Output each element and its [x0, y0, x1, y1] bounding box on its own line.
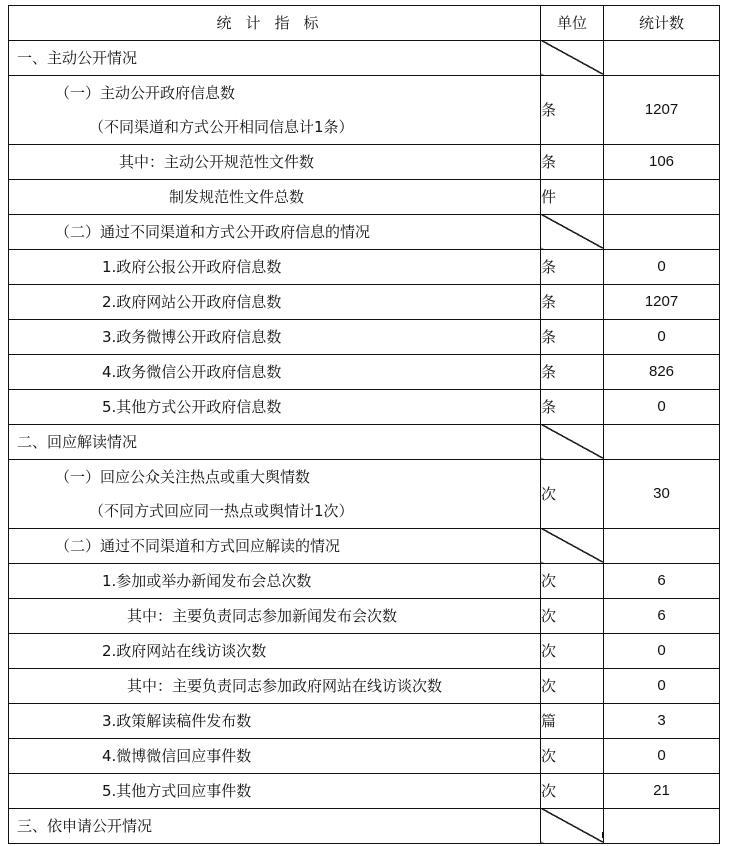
indicator-cell: [9, 424, 541, 459]
indicator-cell: [9, 319, 541, 354]
table-row: [9, 179, 720, 214]
count-cell: [604, 528, 720, 563]
unit-cell-diagonal: [541, 40, 604, 75]
unit-cell: 条: [541, 75, 604, 144]
indicator-cell: [9, 354, 541, 389]
unit-cell: 次: [541, 633, 604, 668]
count-cell: 0: [604, 738, 720, 773]
count-cell: 21: [604, 773, 720, 808]
table-row: [9, 563, 720, 598]
indicator-cell: [9, 633, 541, 668]
indicator-cell: [9, 249, 541, 284]
indicator-cell: [9, 738, 541, 773]
table-row: [9, 459, 720, 528]
indicator-label: 一、主动公开情况: [17, 48, 138, 67]
table-border-tick: [602, 832, 604, 838]
count-cell: 106: [604, 144, 720, 179]
indicator-label: 其中：主要负责同志参加政府网站在线访谈次数: [127, 676, 443, 695]
indicator-label: 4.政务微信公开政府信息数: [102, 362, 282, 381]
indicator-label: （不同方式回应同一热点或舆情计1次）: [89, 501, 354, 520]
unit-cell: 次: [541, 563, 604, 598]
count-cell: 1207: [604, 284, 720, 319]
count-cell: 826: [604, 354, 720, 389]
count-cell: [604, 424, 720, 459]
indicator-cell: [9, 668, 541, 703]
indicator-label: 5.其他方式公开政府信息数: [102, 397, 282, 416]
unit-cell: 次: [541, 598, 604, 633]
table-row: [9, 40, 720, 75]
indicator-cell: [9, 598, 541, 633]
unit-cell-diagonal: [541, 214, 604, 249]
indicator-label: 三、依申请公开情况: [17, 816, 153, 835]
table-row: [9, 75, 720, 144]
table-row: [9, 284, 720, 319]
unit-cell: 条: [541, 249, 604, 284]
indicator-cell: [9, 563, 541, 598]
indicator-label: （一）主动公开政府信息数: [55, 83, 236, 102]
unit-cell-diagonal: [541, 808, 604, 843]
indicator-cell: [9, 40, 541, 75]
unit-cell: 条: [541, 144, 604, 179]
indicator-label: 4.微博微信回应事件数: [102, 746, 252, 765]
indicator-label: （二）通过不同渠道和方式回应解读的情况: [55, 536, 341, 555]
count-cell: 6: [604, 598, 720, 633]
table-row: [9, 808, 720, 843]
table-row: [9, 598, 720, 633]
indicator-label: （不同渠道和方式公开相同信息计1条）: [89, 117, 354, 136]
indicator-cell: [9, 179, 541, 214]
unit-cell: 次: [541, 738, 604, 773]
indicator-label: 5.其他方式回应事件数: [102, 781, 252, 800]
indicator-cell: [9, 389, 541, 424]
unit-cell: 次: [541, 668, 604, 703]
unit-cell: 条: [541, 319, 604, 354]
unit-cell: 次: [541, 773, 604, 808]
table-row: [9, 773, 720, 808]
count-cell: 0: [604, 389, 720, 424]
table-row: [9, 214, 720, 249]
indicator-cell: [9, 703, 541, 738]
count-cell: 0: [604, 319, 720, 354]
table-row: [9, 144, 720, 179]
count-cell: [604, 214, 720, 249]
table-row: [9, 389, 720, 424]
count-cell: 0: [604, 633, 720, 668]
indicator-label: 二、回应解读情况: [17, 432, 138, 451]
count-cell: [604, 179, 720, 214]
indicator-cell: [9, 144, 541, 179]
indicator-cell: [9, 459, 541, 528]
table-header-row: [9, 6, 720, 41]
unit-cell: 条: [541, 354, 604, 389]
indicator-label: （二）通过不同渠道和方式公开政府信息的情况: [55, 222, 371, 241]
indicator-label: （一）回应公众关注热点或重大舆情数: [55, 467, 311, 486]
table-row: [9, 249, 720, 284]
count-cell: 30: [604, 459, 720, 528]
indicator-label: 其中：主动公开规范性文件数: [119, 152, 315, 171]
unit-cell: 条: [541, 389, 604, 424]
unit-cell: 篇: [541, 703, 604, 738]
unit-cell: 条: [541, 284, 604, 319]
statistics-table: [8, 5, 720, 844]
count-cell: 0: [604, 668, 720, 703]
header-unit: 单位: [541, 6, 604, 41]
indicator-cell: [9, 214, 541, 249]
table-row: [9, 319, 720, 354]
table-row: [9, 424, 720, 459]
table-row: [9, 703, 720, 738]
indicator-cell: [9, 75, 541, 144]
table-row: [9, 528, 720, 563]
indicator-label: 1.政府公报公开政府信息数: [102, 257, 282, 276]
unit-cell: 件: [541, 179, 604, 214]
table-row: [9, 354, 720, 389]
count-cell: 3: [604, 703, 720, 738]
unit-cell-diagonal: [541, 424, 604, 459]
count-cell: 6: [604, 563, 720, 598]
unit-cell-diagonal: [541, 528, 604, 563]
indicator-label: 2.政府网站公开政府信息数: [102, 292, 282, 311]
count-cell: [604, 808, 720, 843]
table-row: [9, 633, 720, 668]
table-body: [9, 40, 720, 843]
count-cell: 1207: [604, 75, 720, 144]
indicator-label: 3.政务微博公开政府信息数: [102, 327, 282, 346]
indicator-cell: [9, 808, 541, 843]
count-cell: [604, 40, 720, 75]
indicator-label: 2.政府网站在线访谈次数: [102, 641, 267, 660]
indicator-cell: [9, 528, 541, 563]
table-row: [9, 738, 720, 773]
indicator-cell: [9, 284, 541, 319]
table-row: [9, 668, 720, 703]
indicator-label: 其中：主要负责同志参加新闻发布会次数: [127, 606, 398, 625]
indicator-label: 1.参加或举办新闻发布会总次数: [102, 571, 312, 590]
indicator-label: 制发规范性文件总数: [169, 187, 305, 206]
count-cell: 0: [604, 249, 720, 284]
indicator-label: 3.政策解读稿件发布数: [102, 711, 252, 730]
header-indicator: 统计指标: [9, 6, 541, 41]
unit-cell: 次: [541, 459, 604, 528]
header-count: 统计数: [604, 6, 720, 41]
indicator-cell: [9, 773, 541, 808]
